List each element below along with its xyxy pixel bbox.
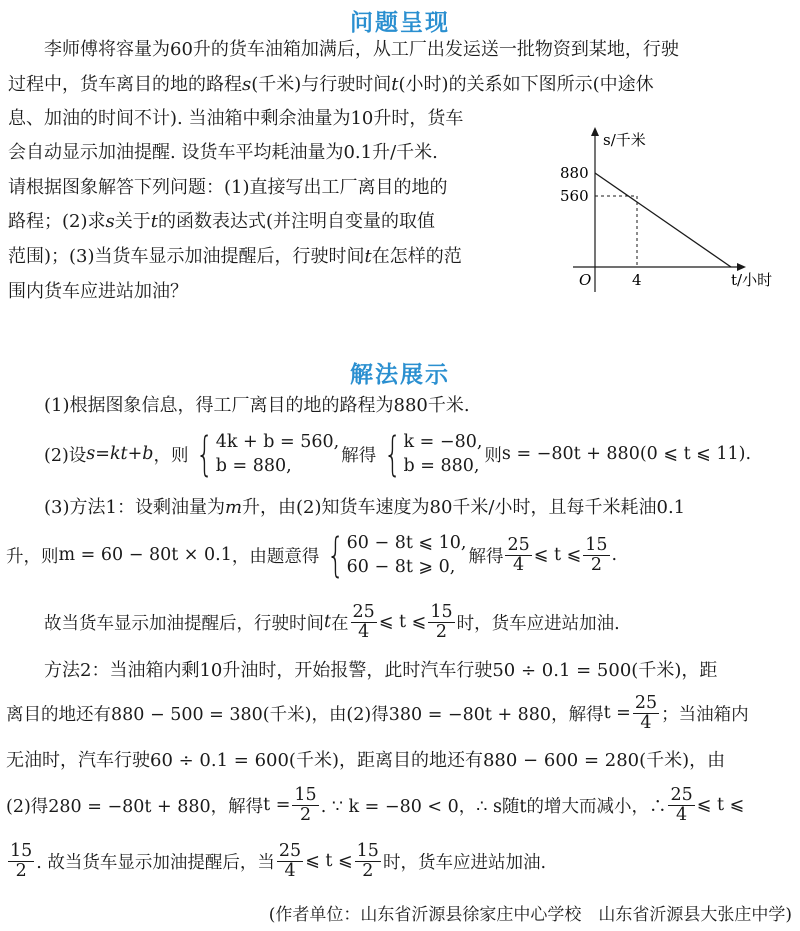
fraction-25-4: $\frac{25}{4}$ [352, 602, 375, 642]
problem-line-4: 会自动显示加油提醒. 设货车平均耗油量为0.1升/千米. [8, 142, 438, 163]
graph-line [595, 173, 731, 267]
y-tick-880: 880 [560, 164, 589, 182]
solution-part-1: (1)根据图象信息，得工厂离目的地的路程为880千米. [44, 395, 470, 416]
problem-line-3: 息、加油的时间不计). 当油箱中剩余油量为10升时，货车 [8, 108, 464, 129]
author-affiliation: (作者单位：山东省沂源县徐家庄中心学校 山东省沂源县大张庄中学) [268, 905, 792, 925]
method-2-line-2: 离目的地还有880 − 500 = 380(千米)，由(2)得380 = −80t + 880，解得 t = $\frac{25}{4}$ ；当油箱内 [6, 693, 749, 733]
fraction-15-2: $\frac{15}{2}$ [585, 535, 608, 575]
x-axis-label: t/小时 [731, 271, 773, 289]
fraction-25-4: $\frac{25}{4}$ [670, 785, 693, 825]
solution-part-3-line-1: (3)方法1：设剩油量为m升，由(2)知货车速度为80千米/小时，且每千米耗油0.1 [44, 497, 686, 518]
method-2-line-1: 方法2：当油箱内剩10升油时，开始报警，此时汽车行驶50 ÷ 0.1 = 500(千米)，距 [44, 660, 718, 681]
y-axis-label: s/千米 [603, 131, 646, 149]
method-2-line-4: (2)得280 = −80t + 880，解得 t = $\frac{15}{2}$ . ∵ k = −80 < 0，∴ s随t的增大而减小，∴ $\frac{25}{4}$ ⩽ t ⩽ [6, 785, 745, 825]
fraction-25-4: $\frac{25}{4}$ [278, 841, 302, 881]
equation-system-2: { k = −80, b = 880, [384, 427, 483, 481]
x-tick-4: 4 [632, 271, 642, 289]
problem-heading: 问题呈现 [350, 10, 450, 36]
problem-line-6: 路程；(2)求s关于t的函数表达式(并注明自变量的取值 [8, 211, 436, 232]
solution-part-3-line-2: 升，则 m = 60 − 80t × 0.1 ，由题意得 { 60 − 8t ⩽ 10, 60 − 8t ⩾ 0, 解得 $\frac{25}{4}$ ⩽ t ⩽ $\frac{15}{2}$ . [6, 528, 618, 582]
equation-system-1: { 4k + b = 560, b = 880, [196, 427, 340, 481]
solution-heading: 解法展示 [350, 362, 450, 388]
x-axis-arrow [737, 263, 746, 271]
solution-part-3-conclusion: 故当货车显示加油提醒后，行驶时间 t 在 $\frac{25}{4}$ ⩽ t ⩽ $\frac{15}{2}$ 时，货车应进站加油. [44, 602, 620, 642]
problem-line-2: 过程中，货车离目的地的路程s(千米)与行驶时间t(小时)的关系如下图所示(中途休 [8, 74, 654, 95]
fraction-15-2: $\frac{15}{2}$ [10, 841, 33, 881]
fraction-15-2: $\frac{15}{2}$ [356, 841, 379, 881]
problem-line-5: 请根据图象解答下列问题：(1)直接写出工厂离目的地的 [8, 177, 448, 198]
problem-line-1: 李师傅将容量为60升的货车油箱加满后，从工厂出发运送一批物资到某地，行驶 [44, 39, 679, 60]
problem-line-8: 围内货车应进站加油？ [8, 281, 188, 302]
y-axis-arrow [591, 127, 599, 136]
origin-label: O [579, 271, 592, 289]
fraction-15-2: $\frac{15}{2}$ [294, 785, 317, 825]
method-2-line-3: 无油时，汽车行驶60 ÷ 0.1 = 600(千米)，距离目的地还有880 − 600 = 280(千米)，由 [6, 750, 726, 771]
method-2-line-5: $\frac{15}{2}$ . 故当货车显示加油提醒后，当 $\frac{25}{4}$ ⩽ t ⩽ $\frac{15}{2}$ 时，货车应进站加油. [10, 841, 547, 881]
inequality-system: { 60 − 8t ⩽ 10, 60 − 8t ⩾ 0, [327, 528, 467, 582]
fraction-25-4: $\frac{25}{4}$ [507, 535, 530, 575]
fraction-25-4: $\frac{25}{4}$ [634, 693, 658, 733]
solution-part-2: (2)设 s = kt + b ，则 { 4k + b = 560, b = 880, 解得 { k = −80, b = 880, 则 s = −80t + 880(0 ⩽ t ⩽ 11). [44, 427, 752, 481]
problem-line-7: 范围)；(3)当货车显示加油提醒后，行驶时间t在怎样的范 [8, 246, 462, 267]
distance-time-graph [555, 125, 795, 300]
fraction-15-2: $\frac{15}{2}$ [430, 602, 453, 642]
y-tick-560: 560 [560, 187, 589, 205]
